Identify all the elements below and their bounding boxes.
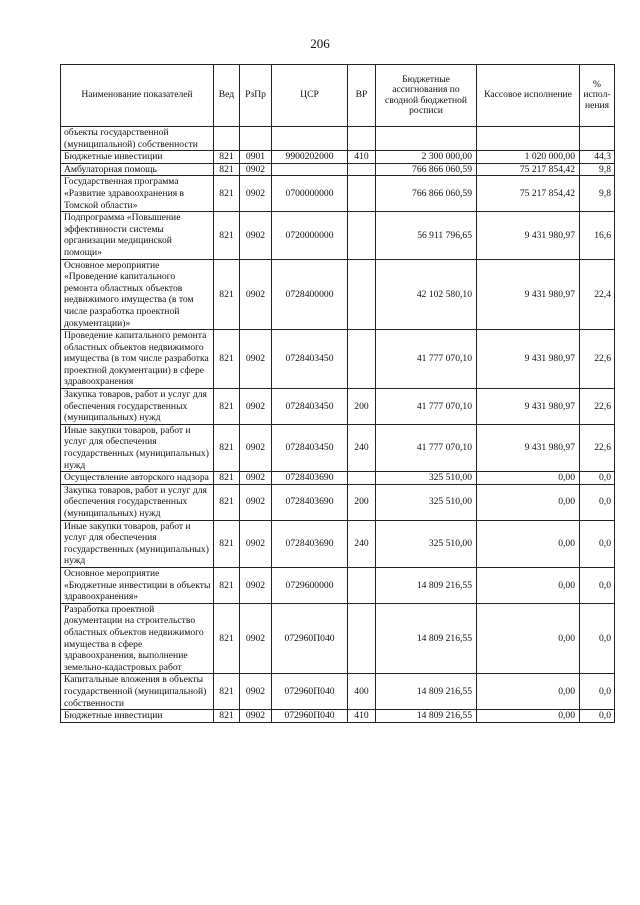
- cell-pct: 0,0: [580, 484, 615, 520]
- cell-name: Капитальные вложения в объекты государственной (муниципальной) собственности: [61, 674, 214, 710]
- cell-ved: 821: [214, 151, 240, 164]
- cell-csr: 0728400000: [272, 259, 348, 330]
- cell-ved: 821: [214, 484, 240, 520]
- cell-ved: 821: [214, 259, 240, 330]
- cell-ved: 821: [214, 176, 240, 212]
- header-ved: Вед: [214, 65, 240, 127]
- cell-vr: [348, 603, 376, 674]
- table-body: [61, 127, 615, 723]
- cell-ved: 821: [214, 674, 240, 710]
- cell-assign: [376, 127, 477, 151]
- cell-pct: 22,6: [580, 424, 615, 471]
- cell-assign: 14 809 216,55: [376, 567, 477, 603]
- cell-vr: 240: [348, 520, 376, 567]
- cell-pct: 9,8: [580, 176, 615, 212]
- cell-assign: 325 510,00: [376, 520, 477, 567]
- cell-vr: 400: [348, 674, 376, 710]
- cell-csr: 0720000000: [272, 212, 348, 259]
- cell-csr: 0728403450: [272, 389, 348, 425]
- cell-csr: 0728403690: [272, 520, 348, 567]
- table-row: [61, 567, 615, 603]
- cell-pct: 22,6: [580, 389, 615, 425]
- cell-cash: 1 020 000,00: [477, 151, 580, 164]
- cell-vr: [348, 472, 376, 485]
- cell-cash: 9 431 980,97: [477, 259, 580, 330]
- cell-vr: [348, 330, 376, 389]
- cell-name: Государственная программа «Развитие здравоохранения в Томской области»: [61, 176, 214, 212]
- cell-cash: 0,00: [477, 484, 580, 520]
- cell-rzpr: 0902: [240, 674, 272, 710]
- cell-csr: 0728403690: [272, 472, 348, 485]
- table-row: [61, 472, 615, 485]
- table-row: [61, 520, 615, 567]
- cell-cash: 9 431 980,97: [477, 212, 580, 259]
- cell-csr: 072960П040: [272, 674, 348, 710]
- cell-name: Основное мероприятие «Бюджетные инвестиции в объекты здравоохранения»: [61, 567, 214, 603]
- cell-rzpr: 0902: [240, 484, 272, 520]
- cell-ved: 821: [214, 603, 240, 674]
- cell-cash: [477, 127, 580, 151]
- cell-pct: 22,4: [580, 259, 615, 330]
- cell-ved: [214, 127, 240, 151]
- budget-table: [60, 64, 615, 723]
- cell-ved: 821: [214, 163, 240, 176]
- cell-assign: 41 777 070,10: [376, 330, 477, 389]
- cell-pct: 0,0: [580, 520, 615, 567]
- cell-ved: 821: [214, 567, 240, 603]
- cell-vr: [348, 176, 376, 212]
- cell-name: Иные закупки товаров, работ и услуг для обеспечения государственных (муниципальных) нужд: [61, 424, 214, 471]
- header-assign: Бюджетные ассигнования по сводной бюджетной росписи: [376, 65, 477, 127]
- cell-cash: 9 431 980,97: [477, 424, 580, 471]
- cell-csr: 072960П040: [272, 603, 348, 674]
- table-row: [61, 163, 615, 176]
- cell-cash: 9 431 980,97: [477, 330, 580, 389]
- cell-assign: 14 809 216,55: [376, 674, 477, 710]
- cell-pct: 0,0: [580, 710, 615, 723]
- cell-csr: [272, 127, 348, 151]
- cell-cash: 0,00: [477, 567, 580, 603]
- cell-assign: 56 911 796,65: [376, 212, 477, 259]
- cell-pct: 16,6: [580, 212, 615, 259]
- cell-ved: 821: [214, 212, 240, 259]
- cell-csr: 0728403690: [272, 484, 348, 520]
- cell-rzpr: 0902: [240, 330, 272, 389]
- table-row: [61, 176, 615, 212]
- page-number: 206: [310, 36, 330, 51]
- cell-rzpr: 0902: [240, 710, 272, 723]
- cell-rzpr: 0902: [240, 163, 272, 176]
- cell-name: Осуществление авторского надзора: [61, 472, 214, 485]
- cell-assign: 42 102 580,10: [376, 259, 477, 330]
- cell-pct: 9,8: [580, 163, 615, 176]
- cell-vr: [348, 259, 376, 330]
- cell-assign: 41 777 070,10: [376, 424, 477, 471]
- cell-pct: 22,6: [580, 330, 615, 389]
- cell-cash: 0,00: [477, 603, 580, 674]
- table-row: [61, 330, 615, 389]
- cell-vr: 410: [348, 151, 376, 164]
- cell-name: Закупка товаров, работ и услуг для обеспечения государственных (муниципальных) нужд: [61, 484, 214, 520]
- cell-name: Закупка товаров, работ и услуг для обеспечения государственных (муниципальных) нужд: [61, 389, 214, 425]
- cell-rzpr: [240, 127, 272, 151]
- table-row: [61, 674, 615, 710]
- cell-rzpr: 0902: [240, 603, 272, 674]
- cell-cash: 75 217 854,42: [477, 163, 580, 176]
- table-row: [61, 389, 615, 425]
- cell-ved: 821: [214, 472, 240, 485]
- cell-name: Иные закупки товаров, работ и услуг для обеспечения государственных (муниципальных) нужд: [61, 520, 214, 567]
- cell-csr: 072960П040: [272, 710, 348, 723]
- cell-pct: 0,0: [580, 567, 615, 603]
- cell-assign: 325 510,00: [376, 484, 477, 520]
- cell-assign: 325 510,00: [376, 472, 477, 485]
- cell-cash: 0,00: [477, 674, 580, 710]
- cell-vr: [348, 212, 376, 259]
- table-row: [61, 603, 615, 674]
- cell-vr: 410: [348, 710, 376, 723]
- table-row: [61, 151, 615, 164]
- cell-csr: [272, 163, 348, 176]
- cell-name: Разработка проектной документации на строительство областных объектов недвижимого имущества в сфере здравоохранения, выполнение земельно-кадастровых работ: [61, 603, 214, 674]
- cell-pct: 0,0: [580, 603, 615, 674]
- cell-cash: 9 431 980,97: [477, 389, 580, 425]
- cell-name: Подпрограмма «Повышение эффективности системы организации медицинской помощи»: [61, 212, 214, 259]
- cell-name: Бюджетные инвестиции: [61, 710, 214, 723]
- table-row: [61, 484, 615, 520]
- cell-assign: 14 809 216,55: [376, 603, 477, 674]
- cell-pct: 0,0: [580, 674, 615, 710]
- cell-pct: 44,3: [580, 151, 615, 164]
- cell-vr: [348, 567, 376, 603]
- cell-cash: 0,00: [477, 710, 580, 723]
- cell-rzpr: 0902: [240, 176, 272, 212]
- cell-csr: 0728403450: [272, 330, 348, 389]
- cell-assign: 41 777 070,10: [376, 389, 477, 425]
- cell-csr: 9900202000: [272, 151, 348, 164]
- cell-ved: 821: [214, 389, 240, 425]
- header-cash: Кассовое исполнение: [477, 65, 580, 127]
- table-row: [61, 259, 615, 330]
- header-csr: ЦСР: [272, 65, 348, 127]
- cell-ved: 821: [214, 424, 240, 471]
- cell-name: Бюджетные инвестиции: [61, 151, 214, 164]
- cell-vr: [348, 127, 376, 151]
- cell-cash: 0,00: [477, 520, 580, 567]
- table-row: [61, 127, 615, 151]
- cell-assign: 766 866 060,59: [376, 163, 477, 176]
- cell-pct: 0,0: [580, 472, 615, 485]
- header-pct: % испол-нения: [580, 65, 615, 127]
- cell-rzpr: 0902: [240, 389, 272, 425]
- header-vr: ВР: [348, 65, 376, 127]
- cell-vr: [348, 163, 376, 176]
- cell-rzpr: 0902: [240, 424, 272, 471]
- table-row: [61, 212, 615, 259]
- table-row: [61, 710, 615, 723]
- cell-name: Проведение капитального ремонта областных объектов недвижимого имущества (в том числе разработка проектной документации) в сфере здравоохранения: [61, 330, 214, 389]
- cell-cash: 75 217 854,42: [477, 176, 580, 212]
- cell-vr: 240: [348, 424, 376, 471]
- cell-ved: 821: [214, 710, 240, 723]
- cell-csr: 0728403450: [272, 424, 348, 471]
- header-row: [61, 65, 615, 127]
- cell-assign: 766 866 060,59: [376, 176, 477, 212]
- cell-name: Амбулаторная помощь: [61, 163, 214, 176]
- cell-name: объекты государственной (муниципальной) собственности: [61, 127, 214, 151]
- table-row: [61, 424, 615, 471]
- cell-vr: 200: [348, 484, 376, 520]
- cell-rzpr: 0901: [240, 151, 272, 164]
- cell-ved: 821: [214, 330, 240, 389]
- cell-csr: 0700000000: [272, 176, 348, 212]
- cell-csr: 0729600000: [272, 567, 348, 603]
- cell-rzpr: 0902: [240, 259, 272, 330]
- cell-rzpr: 0902: [240, 567, 272, 603]
- cell-assign: 14 809 216,55: [376, 710, 477, 723]
- cell-cash: 0,00: [477, 472, 580, 485]
- cell-rzpr: 0902: [240, 520, 272, 567]
- header-rzpr: РзПр: [240, 65, 272, 127]
- cell-pct: [580, 127, 615, 151]
- cell-name: Основное мероприятие «Проведение капитального ремонта областных объектов недвижимого имущества (в том числе разработка проектной документации)»: [61, 259, 214, 330]
- cell-rzpr: 0902: [240, 212, 272, 259]
- cell-ved: 821: [214, 520, 240, 567]
- header-name: Наименование показателей: [61, 65, 214, 127]
- cell-vr: 200: [348, 389, 376, 425]
- cell-assign: 2 300 000,00: [376, 151, 477, 164]
- cell-rzpr: 0902: [240, 472, 272, 485]
